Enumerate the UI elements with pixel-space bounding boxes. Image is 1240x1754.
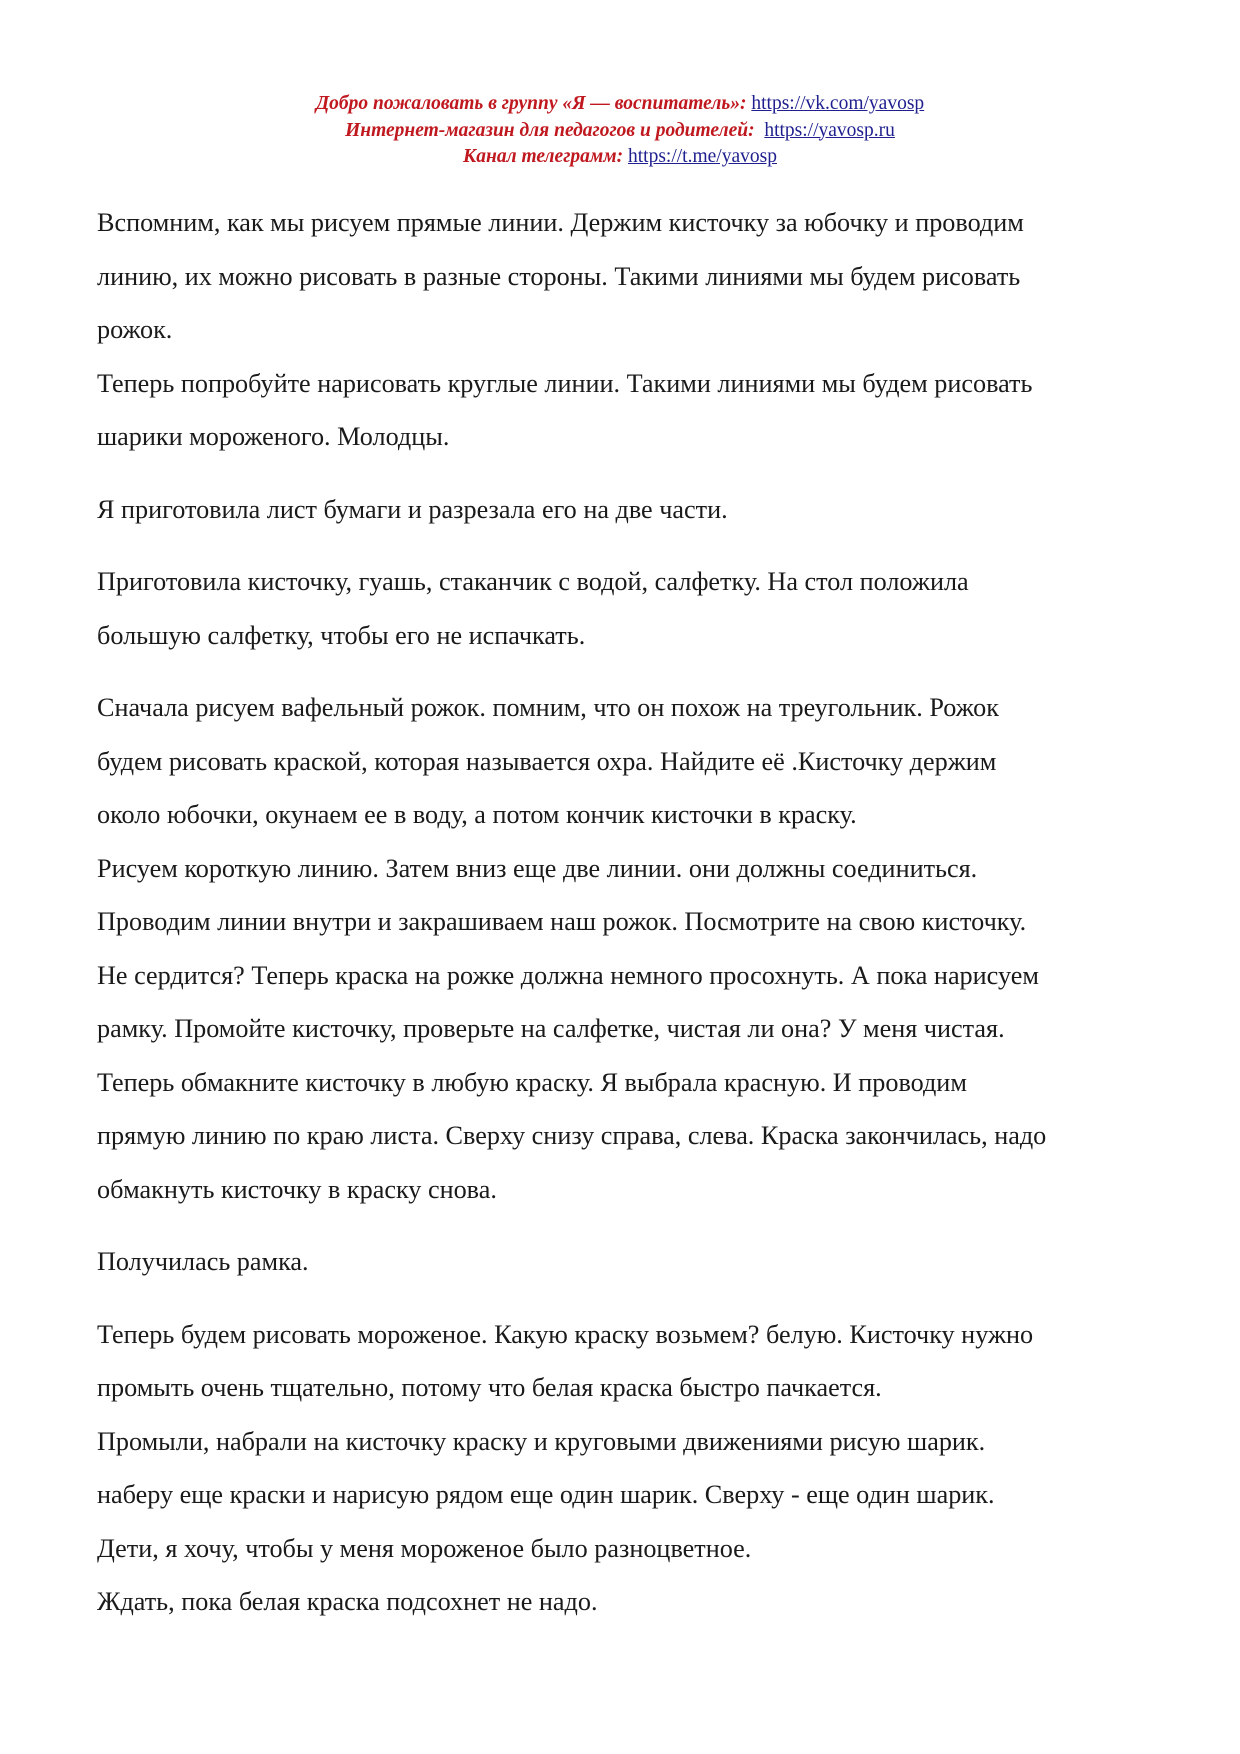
text-line: промыть очень тщательно, потому что белая краска быстро пачкается. [97,1373,882,1402]
text-line: Ждать, пока белая краска подсохнет не надо. [97,1587,598,1616]
text-line: наберу еще краски и нарисую рядом еще один шарик. Сверху - еще один шарик. [97,1480,995,1509]
text-line: рожок. [97,315,173,344]
group-invite-text: Добро пожаловать в группу «Я — воспитатель»: [315,93,747,114]
text-line: Дети, я хочу, чтобы у меня мороженое было разноцветное. [97,1533,752,1563]
text-line: Я приготовила лист бумаги и разрезала его на две части. [97,494,728,524]
text-line: рамку. Промойте кисточку, проверьте на салфетке, чистая ли она? У меня чистая. [97,1014,1005,1043]
text-line: Промыли, набрали на кисточку краску и круговыми движениями рисую шарик. [97,1426,986,1456]
paragraph-spacer [97,464,1177,483]
telegram-text: Канал телеграмм: [463,146,624,167]
vk-group-link[interactable]: https://vk.com/yavosp [751,93,925,114]
text-line: Теперь обмакните кисточку в любую краску. Я выбрала красную. И проводим [97,1067,967,1097]
paragraph [97,196,1177,464]
text-line: Теперь будем рисовать мороженое. Какую краску возьмем? белую. Кисточку нужно [97,1319,1034,1349]
header-group-line [0,91,1240,118]
text-line: будем рисовать краской, которая называется охра. Найдите её .Кисточку держим [97,746,997,776]
text-line: Получилась рамка. [97,1247,309,1276]
header-shop-line [0,118,1240,145]
text-line: прямую линию по краю листа. Сверху снизу справа, слева. Краска закончилась, надо [97,1121,1047,1150]
paragraph [97,681,1177,1216]
document-body [97,196,1177,1629]
header-telegram-line [0,144,1240,171]
text-line: около юбочки, окунаем ее в воду, а потом кончик кисточки в краску. [97,800,857,829]
paragraph [97,555,1177,662]
text-line: Приготовила кисточку, гуашь, стаканчик с водой, салфетку. На стол положила [97,567,969,596]
text-line: шарики мороженого. Молодцы. [97,422,450,451]
page-header [0,91,1240,171]
text-line: обмакнуть кисточку в краску снова. [97,1174,497,1204]
paragraph-spacer [97,662,1177,681]
text-line: линию, их можно рисовать в разные стороны. Такими линиями мы будем рисовать [97,261,1021,291]
text-line: Вспомним, как мы рисуем прямые линии. Держим кисточку за юбочку и проводим [97,208,1024,237]
text-line: Не сердится? Теперь краска на рожке должна немного просохнуть. А пока нарисуем [97,960,1039,990]
paragraph [97,483,1177,537]
text-line: Теперь попробуйте нарисовать круглые линии. Такими линиями мы будем рисовать [97,368,1033,398]
paragraph [97,1308,1177,1629]
text-line: Рисуем короткую линию. Затем вниз еще две линии. они должны соединиться. [97,853,978,883]
paragraph-spacer [97,536,1177,555]
text-line: Проводим линии внутри и закрашиваем наш рожок. Посмотрите на свою кисточку. [97,907,1027,936]
text-line: большую салфетку, чтобы его не испачкать. [97,620,586,650]
paragraph-spacer [97,1289,1177,1308]
text-line: Сначала рисуем вафельный рожок. помним, что он похож на треугольник. Рожок [97,693,999,722]
shop-text: Интернет-магазин для педагогов и родителей: [345,119,755,141]
paragraph-spacer [97,1216,1177,1235]
telegram-link[interactable]: https://t.me/yavosp [628,146,777,167]
paragraph [97,1235,1177,1289]
shop-link[interactable]: https://yavosp.ru [764,119,895,141]
